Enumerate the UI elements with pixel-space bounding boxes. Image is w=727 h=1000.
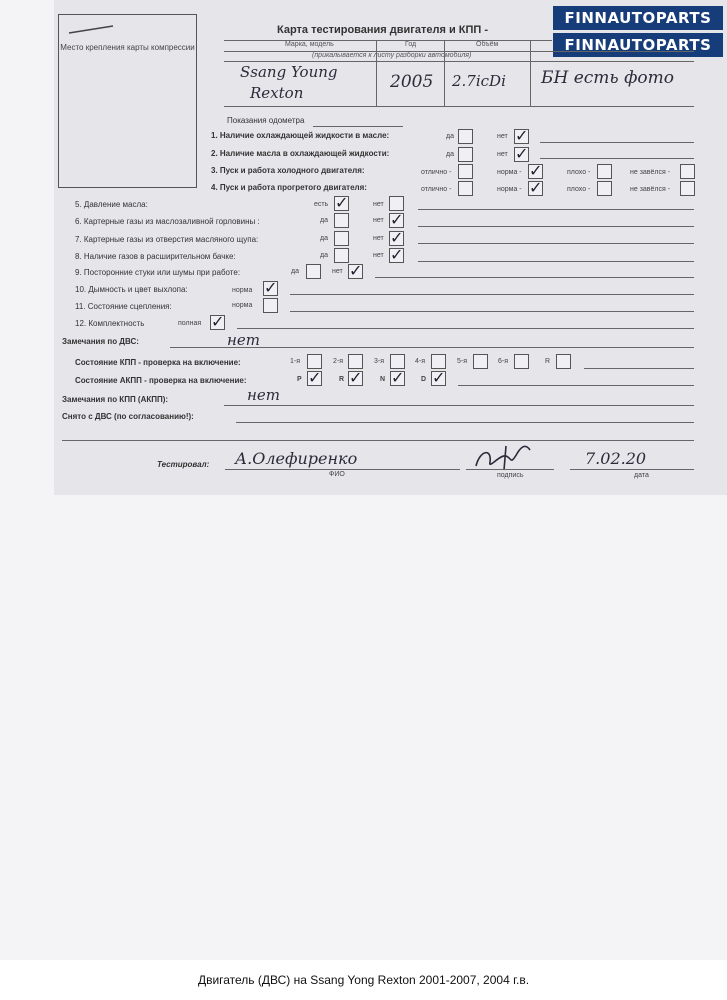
q9-no-checkbox[interactable] [348, 264, 363, 279]
q4-label: 4. Пуск и работа прогретого двигателя: [211, 183, 367, 192]
header-col-year: Год [405, 41, 417, 48]
q2-line [540, 158, 694, 159]
q5-present-label: есть [314, 201, 329, 208]
q3-label: 3. Пуск и работа холодного двигателя: [211, 166, 365, 175]
q4-excellent-checkbox[interactable] [458, 181, 473, 196]
q11-line [290, 311, 694, 312]
q5-no-checkbox[interactable] [389, 196, 404, 211]
q2-label: 2. Наличие масла в охлаждающей жидкости: [211, 149, 390, 158]
q1-no-checkbox[interactable] [514, 129, 529, 144]
q10-line [290, 294, 694, 295]
model-value-line2: Rexton [250, 84, 304, 102]
kpp-gear-5-label: 5-я [457, 358, 468, 365]
q8-line [418, 261, 694, 262]
form-title: Карта тестирования двигателя и КПП - [277, 24, 489, 36]
remarks-engine-value: нет [227, 331, 260, 349]
header-line-top [224, 40, 552, 41]
q5-no-label: нет [373, 201, 384, 208]
tester-line [225, 469, 460, 470]
q3-excellent-label: отлично - [421, 169, 452, 176]
q10-normal-label: норма [232, 287, 253, 294]
remarks-kpp-value: нет [247, 386, 280, 404]
q6-yes-checkbox[interactable] [334, 213, 349, 228]
akpp-gear-r-checkbox[interactable] [348, 371, 363, 386]
remarks-kpp-label: Замечания по КПП (АКПП): [62, 395, 169, 404]
q5-label: 5. Давление масла: [75, 200, 148, 209]
q10-label: 10. Дымность и цвет выхлопа: [75, 285, 188, 294]
q12-label: 12. Комплектность [75, 319, 145, 328]
kpp-gear-1-label: 1-я [290, 358, 301, 365]
q5-present-checkbox[interactable] [334, 196, 349, 211]
q3-notstarted-checkbox[interactable] [680, 164, 695, 179]
q7-yes-label: да [320, 235, 328, 242]
q3-normal-checkbox[interactable] [528, 164, 543, 179]
kpp-gear-2-label: 2-я [333, 358, 344, 365]
q7-label: 7. Картерные газы из отверстия масляного щупа: [75, 235, 259, 244]
remarks-engine-line [170, 347, 694, 348]
q8-yes-label: да [320, 252, 328, 259]
kpp-gear-3-checkbox[interactable] [390, 354, 405, 369]
q2-no-label: нет [497, 151, 508, 158]
q4-bad-label: плохо - [567, 186, 591, 193]
q8-no-label: нет [373, 252, 384, 259]
q1-yes-label: да [446, 133, 454, 140]
odometer-label: Показания одометра [227, 116, 305, 125]
q6-yes-label: да [320, 217, 328, 224]
q11-normal-label: норма [232, 302, 253, 309]
q9-no-label: нет [332, 268, 343, 275]
header-line-bottom [224, 61, 694, 62]
kpp-gear-r-checkbox[interactable] [556, 354, 571, 369]
kpp-gear-6-label: 6-я [498, 358, 509, 365]
fio-label: ФИО [329, 471, 345, 478]
q9-yes-checkbox[interactable] [306, 264, 321, 279]
attach-note: (прикалывается к листу разборки автомобиля) [312, 52, 472, 59]
q2-yes-label: да [446, 151, 454, 158]
kpp-gear-1-checkbox[interactable] [307, 354, 322, 369]
kpp-gear-r-label: R [545, 358, 551, 365]
q9-label: 9. Посторонние стуки или шумы при работе: [75, 268, 241, 277]
q11-label: 11. Состояние сцепления: [75, 302, 172, 311]
signature-line [466, 469, 554, 470]
q8-label: 8. Наличие газов в расширительном бачке: [75, 252, 236, 261]
removed-line [236, 422, 694, 423]
q7-line [418, 243, 694, 244]
q12-full-label: полная [178, 320, 202, 327]
kpp-gear-4-label: 4-я [415, 358, 426, 365]
q4-notstarted-checkbox[interactable] [680, 181, 695, 196]
q7-no-checkbox[interactable] [389, 231, 404, 246]
q6-no-checkbox[interactable] [389, 213, 404, 228]
kpp-gear-5-checkbox[interactable] [473, 354, 488, 369]
q3-bad-label: плохо - [567, 169, 591, 176]
q11-normal-checkbox[interactable] [263, 298, 278, 313]
header-col-volume: Объём [476, 41, 499, 48]
q3-excellent-checkbox[interactable] [458, 164, 473, 179]
q4-excellent-label: отлично - [421, 186, 452, 193]
q4-normal-label: норма - [497, 186, 522, 193]
watermark-logo-bottom: FINNAUTOPARTS [553, 33, 723, 57]
q1-yes-checkbox[interactable] [458, 129, 473, 144]
header-divider-1 [376, 40, 377, 106]
kpp-gear-3-label: 3-я [374, 358, 385, 365]
akpp-gear-p-checkbox[interactable] [307, 371, 322, 386]
akpp-gear-d-checkbox[interactable] [431, 371, 446, 386]
q3-bad-checkbox[interactable] [597, 164, 612, 179]
q1-no-label: нет [497, 133, 508, 140]
date-value: 7.02.20 [585, 449, 647, 468]
q12-full-checkbox[interactable] [210, 315, 225, 330]
pin-mark-icon [67, 23, 117, 37]
q2-no-checkbox[interactable] [514, 147, 529, 162]
q4-bad-checkbox[interactable] [597, 181, 612, 196]
q3-normal-label: норма - [497, 169, 522, 176]
signature-label: подпись [497, 472, 524, 479]
q4-notstarted-label: не завёлся - [630, 186, 671, 193]
akpp-label: Состояние АКПП - проверка на включение: [75, 376, 247, 385]
akpp-gear-d-label: D [421, 376, 427, 383]
remarks-kpp-line [224, 405, 694, 406]
akpp-gear-p-label: P [297, 376, 302, 383]
model-value-line1: Ssang Young [240, 63, 338, 81]
year-value: 2005 [390, 72, 434, 92]
compression-card-mount-box [58, 14, 197, 188]
extra-line [62, 440, 694, 441]
akpp-gear-n-checkbox[interactable] [390, 371, 405, 386]
q4-normal-checkbox[interactable] [528, 181, 543, 196]
q2-yes-checkbox[interactable] [458, 147, 473, 162]
header-col-model: Марка, модель [285, 41, 334, 48]
volume-value: 2.7icDi [452, 72, 506, 90]
kpp-line [584, 368, 694, 369]
header-line-base [224, 106, 694, 107]
kpp-gear-6-checkbox[interactable] [514, 354, 529, 369]
compression-card-mount-label: Место крепления карты компрессии [60, 43, 195, 52]
akpp-line [458, 385, 694, 386]
q8-yes-checkbox[interactable] [334, 248, 349, 263]
q3-notstarted-label: не завёлся - [630, 169, 671, 176]
tester-name: А.Олефиренко [235, 449, 358, 468]
date-label: дата [634, 472, 649, 479]
akpp-gear-r-label: R [339, 376, 345, 383]
q5-line [418, 209, 694, 210]
q1-line [540, 142, 694, 143]
image-caption: Двигатель (ДВС) на Ssang Yong Rexton 2001-2007, 2004 г.в. [197, 973, 530, 987]
tested-label: Тестировал: [157, 460, 210, 469]
kpp-gear-4-checkbox[interactable] [431, 354, 446, 369]
removed-label: Снято с ДВС (по согласованию!): [62, 412, 194, 421]
header-divider-3 [530, 40, 531, 106]
kpp-label: Состояние КПП - проверка на включение: [75, 358, 241, 367]
akpp-gear-n-label: N [380, 376, 386, 383]
q8-no-checkbox[interactable] [389, 248, 404, 263]
q9-yes-label: да [291, 268, 299, 275]
q9-line [375, 277, 694, 278]
date-line [570, 469, 694, 470]
kpp-gear-2-checkbox[interactable] [348, 354, 363, 369]
extra-value: БН есть фото [541, 68, 674, 88]
q6-label: 6. Картерные газы из маслозаливной горловины : [75, 217, 260, 226]
odometer-line [313, 126, 403, 127]
q6-no-label: нет [373, 217, 384, 224]
remarks-engine-label: Замечания по ДВС: [62, 337, 139, 346]
q12-line [237, 328, 694, 329]
q6-line [418, 226, 694, 227]
q7-yes-checkbox[interactable] [334, 231, 349, 246]
q1-label: 1. Наличие охлаждающей жидкости в масле: [211, 131, 390, 140]
header-divider-2 [444, 40, 445, 106]
q10-normal-checkbox[interactable] [263, 281, 278, 296]
watermark-logo-top: FINNAUTOPARTS [553, 6, 723, 30]
q7-no-label: нет [373, 235, 384, 242]
